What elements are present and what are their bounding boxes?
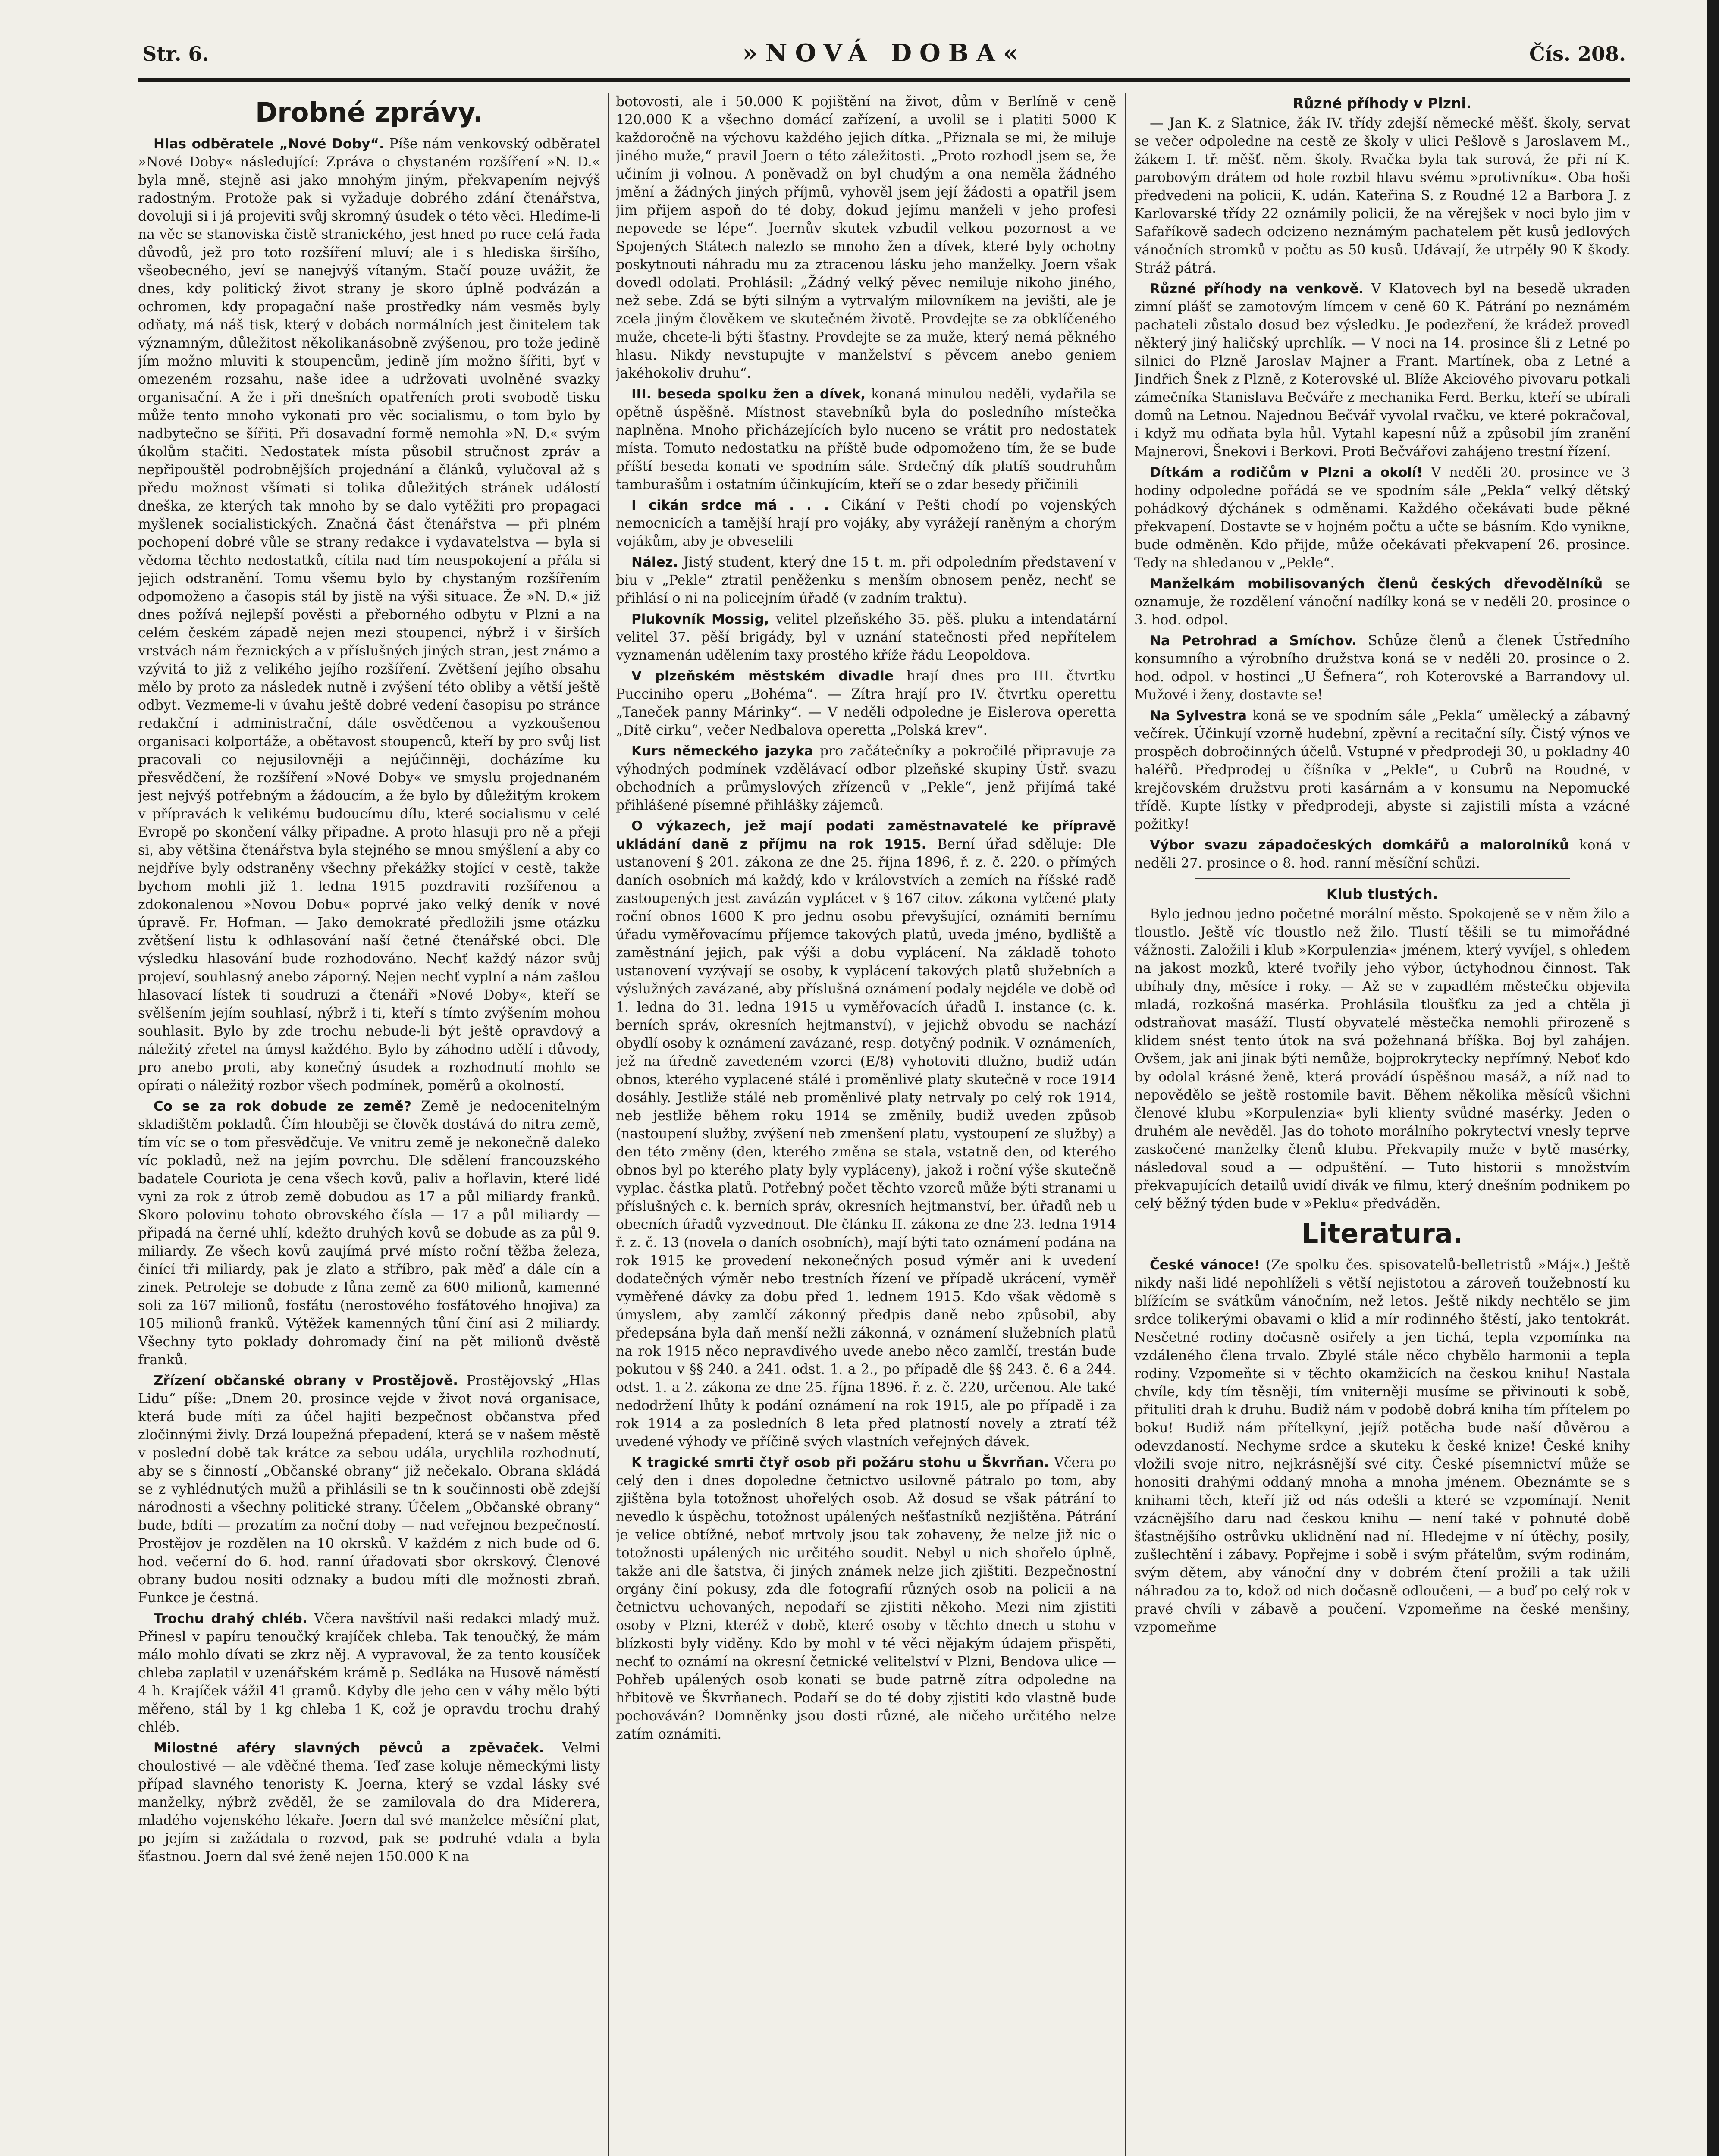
article bbox=[616, 817, 1116, 1451]
article bbox=[616, 667, 1116, 740]
article-lead: Nález. bbox=[631, 555, 678, 570]
article bbox=[616, 610, 1116, 664]
article bbox=[616, 742, 1116, 815]
article bbox=[616, 1454, 1116, 1743]
issue-number: Čís. 208. bbox=[1529, 42, 1626, 66]
article-continuation: botovosti, ale i 50.000 K pojištění na život, dům v Berlíně v ceně 120.000 K a všechno domácí zařízení, a uvolil se i platiti 5000 K každoročně na výchovu každého jejich dítka. „Přiznala se mi, že miluje jiného muže,“ pravil Joern o této záležitosti. „Proto rozhodl jsem se, že učiním ji volnou. A poněvadž on byl chudým a ona neměla žádného jmění a žádných jiných příjmů, vyhověl jsem její žádosti a opatřil jsem jim přijem aspoň do té doby, dokud jejímu manželi v jeho profesi nepovede se lépe“. Joernův skutek vzbudil velkou pozornost a ve Spojených Státech nalezlo se mnoho žen a dívek, které byly ochotny poskytnouti náhradu mu za ztracenou lásku jeho manželky. Joern však dovedl odolati. Prohlásil: „Žádný velký pěvec nemiluje nikoho jiného, než sebe. Zdá se býti silným a vytrvalým milovníkem na jevišti, ale je zcela jiným člověkem ve skutečném životě. Provdejte se za obklíčeného muže, chcete-li býti šťastny. Provdejte se za muže, který nemá pěkného hlasu. Nikdy nevstupujte v manželství s pěvcem anebo geniem jakéhokoliv druhu“. bbox=[616, 94, 1116, 381]
article-text: konaná minulou neděli, vydařila se opětně úspěšně. Místnost stavebníků byla do posledního místečka naplněna. Mnoho přicházejících bylo nuceno se vrátit pro nedostatek místa. Tomuto nedostatku na příště bude odpomoženo tím, že se bude příští beseda konati ve spodním sále. Srdečný dík platíš soudruhům tamburašům i ostatním účinkujícím, kteří se o zdar besedy přičinili bbox=[616, 386, 1116, 492]
article-text: Cikání v Pešti chodí po vojenských nemocnicích a tamější hrají pro vojáky, aby vyrážejí raněným a chorým vojákům, aby je obveselili bbox=[616, 498, 1116, 549]
article bbox=[138, 1372, 600, 1607]
article-lead: Plukovník Mossig, bbox=[631, 611, 769, 627]
article-text: Včera po celý den i dnes dopoledne četnictvo usilovně pátralo po tom, aby zjištěna byla totožnost uhořelých osob. Až dosud se však pátrání to nevedlo k úspěchu, totožnost upálených nešťastníků nezjištěna. Pátrání je velice obtížné, neboť mrtvoly jsou tak zohaveny, že nelze již nic o totožnosti upálených nic určitého soudit. Nebyl u nich shořelo úplně, takže ani dle šatstva, či jiných známek nelze jich zjištiti. Bezpečnostní orgány činí pokusy, zda dle fotografií různých osob na policii a na četnictvu uchovaných, nepodaří se zjistiti někoho. Mezi nim zjistiti osoby v Plzni, kteréž v době, které osoby v těchto dnech u stohu v blízkosti byly viděny. Kdo by mohl v té věci nějakým údajem přispěti, nechť to oznámí na okresní četnické velitelství v Plzni, Bendova ulice — Pohřeb upálených osob konati se bude patrně zítra odpoledne na hřbitově ve Škvrňanech. Podaří se do té doby zjistiti kdo vlastně bude pochováván? Domněnky jsou dosti různé, ale ničeho určitého nelze zatím oznámiti. bbox=[616, 1455, 1116, 1742]
column-separator bbox=[1125, 93, 1126, 2156]
article-lead: Na Petrohrad a Smíchov. bbox=[1150, 633, 1357, 649]
section-title: Drobné zprávy. bbox=[255, 97, 483, 128]
article bbox=[616, 385, 1116, 494]
article-text: hrají dnes pro III. čtvrtku Pucciniho operu „Bohéma“. — Zítra hrají pro IV. čtvrtku operettu „Taneček panny Márinky“. — V neděli odpoledne je Eislerova operetta „Dítě cirku“, večer Nedbalova operetta „Polská krev“. bbox=[616, 668, 1116, 738]
article-lead: Zřízení občanské obrany v Prostějově. bbox=[154, 1373, 458, 1388]
article-text: Berní úřad sděluje: Dle ustanovení § 201. zákona ze dne 25. října 1896, ř. z. č. 220. o přímých daních osobních má každý, kdo v královstvích a zemích na říšské radě zastoupených jest zavázán vyplácet v § 167 citov. zákona vytčené platy roční obnos 1600 K pro jednu osobu převyšující, oznámiti bernímu úřadu vyměřovacímu příjemce takových platů, uveda jméno, bydliště a zaměstnání jejich, pak výši a dobu vyplácení. Na základě tohoto ustanovení vyzývají se osoby, k vyplácení takových platů služebních a výslužných zavázané, aby příslušná oznámení podaly nejdéle ve době od 1. ledna do 31. ledna 1915 u vyměřovacích úřadů I. instance (c. k. berních správ, okresních hejtmanství), v jejichž obvodu se nachází obydlí osoby k oznámení zavázané, resp. dotyčný podnik. V oznámeních, jež na úředně zavedeném vzorci (E/8) vyhotoviti dlužno, budiž udán obnos, kterého vyplacené stálé i proměnlivé platy skutečně v roce 1914 dosáhly. Jestliže stálé neb proměnlivé platy netrvaly po celý rok 1914, neb jestliže během roku 1914 se změnily, budiž uveden způsob (nastoupení služby, zvýšení neb zmenšení platu, vystoupení ze služby) a den této změny (den, kterého změna se stala, vstatně den, od kterého obnos byl po kterého platy byly vypláceny), jakož i roční výše skutečně vyplac. částka platů. Potřebný počet těchto vzorců může býti stranami u příslušných c. k. berních správ, okresních hejtmanství, ber. úřadů neb u obecních úřadů vyzvednout. Dle článku II. zákona ze dne 23. ledna 1914 ř. z. č. 13 (novela o daních osobních), mají býti tato oznámení podána na rok 1915 ke provedení nekonečných posud výměr ani k uvedení dodatečných výměr nebo trestních řízení ve případě ukrácení, vyměř vyměřené dávky za dobu před 1. lednem 1915. Kdo však vědomě s úmyslem, aby zamlčí zákonný předpis daně nebo způsobil, aby předepsána byla daň menší nežli zákonná, v oznámení služebních platů na rok 1915 něco nepravdivého uvede anebo něco zamlčí, trestán bude pokutou v §§ 240. a 241. odst. 1. a 2., po případě dle §§ 243. č. 6 a 244. odst. 1. a 2. zákona ze dne 25. října 1896. ř. z. č. 220, určenou. Ale také nedodržení lhůty k podání oznámení na rok 1915, ale po případě i za rok 1914 a za posledních 8 leta před platností novely a ztratí též uvedené výhody ve příčině svých vlastních veřejných dávek. bbox=[616, 837, 1116, 1450]
paper-name: »NOVÁ DOBA« bbox=[742, 39, 1026, 67]
article bbox=[616, 496, 1116, 551]
article bbox=[1134, 836, 1630, 872]
column-middle bbox=[616, 93, 1116, 2156]
article-lead: I cikán srdce má . . . bbox=[631, 498, 829, 513]
article-text: V neděli 20. prosince ve 3 hodiny odpoledne pořádá se ve spodním sále „Pekla“ velký dětský pohádkový dýchánek s odměnami. Každého očekávati bude pěkné překvapení. Dostavte se v hojném počtu a učte se básním. Kdo vynikne, bude odměněn. Kdo přijde, může očekávati překvapení 26. prosince. Tedy na shledanou v „Pekle“. bbox=[1134, 465, 1630, 571]
article-text: Prostějovský „Hlas Lidu“ píše: „Dnem 20. prosince vejde v život nová organisace, která bude míti za účel hajiti bezpečnost občanstva před zločinnými živly. Drzá loupežná přepadení, která se v našem městě v poslední době tak krátce za sebou udála, urychlila rozhodnutí, aby se s činností „Občanské obrany“ již nečekalo. Obrana skládá se z vyhlédnutých mužů a přihlásili se tn k součinnosti obě zdejší národnosti a všechny politické strany. Účelem „Občanské obrany“ bude, bdíti — prozatím za noční doby — nad veřejnou bezpečností. Prostějov je rozdělen na 10 okrsků. V každém z nich bude od 6. hod. večerní do 6. hod. ranní úřadovati sbor okrskový. Členové obrany budou nositi odznaky a budou míti dle možnosti zbraň. Funkce je čestná. bbox=[138, 1373, 600, 1606]
article-lead: České vánoce! bbox=[1150, 1257, 1260, 1273]
column-left bbox=[138, 93, 600, 2156]
article-lead: Kurs německého jazyka bbox=[631, 743, 813, 759]
article-lead: Dítkám a rodičům v Plzni a okolí! bbox=[1150, 465, 1423, 480]
article-text: Včera navštívil naši redakci mladý muž. Přinesl v papíru tenoučký krajíček chleba. Tak tenoučký, že mám málo mohlo dívati se zkrz něj. A vypravoval, že za tento kousíček chleba zaplatil v uzenářském krámě p. Sedláka na Husově náměstí 4 h. Krajíček vážil 41 gramů. Kdyby dle jeho cen v váhy mělo býti měřeno, stál by 1 kg chleba 1 K, což je opravdu trochu drahý chléb. bbox=[138, 1611, 600, 1735]
article-lead: V plzeňském městském divadle bbox=[631, 668, 894, 684]
article bbox=[1134, 1256, 1630, 1636]
article-lead: Výbor svazu západočeských domkářů a malorolníků bbox=[1150, 837, 1569, 853]
article-lead: O výkazech, jež mají podati zaměstnavatelé ke přípravě ukládání daně z příjmu na rok 1915. bbox=[616, 818, 1116, 852]
feuilleton-heading: Klub tlustých. bbox=[1326, 886, 1438, 903]
article bbox=[138, 1097, 600, 1369]
article-text: Schůze členů a členek Ústředního konsumního a výrobního družstva koná se v neděli 20. prosince o 2. hod. odpol. v hostinci „U Šefnera“, roh Koterovské a Barrandovy ul. Mužové i ženy, dostavte se! bbox=[1134, 633, 1630, 703]
article-text: koná se ve spodním sále „Pekla“ umělecký a zábavný večírek. Účinkují vzorně hudební, zpěvní a recitační síly. Čistý výnos ve prospěch dobročinných účelů. Vstupné v předprodeji 30, u pokladny 40 haléřů. Předprodej u číšníka v „Pekle“, u Cubrů na Roudné, v krejčovském družstvu proti kasárnám a v konsumu na Nepomucké třídě. Kupte lístky v předprodeji, abyste si zajistili místa a vzácné požitky! bbox=[1134, 708, 1630, 832]
section-divider bbox=[1195, 878, 1570, 879]
article bbox=[616, 553, 1116, 608]
article-lead: Hlas odběratele „Nové Doby“. bbox=[154, 136, 384, 152]
article bbox=[1134, 280, 1630, 461]
masthead-rule bbox=[138, 78, 1630, 82]
article-lead: Milostné aféry slavných pěvců a zpěvaček. bbox=[154, 1740, 544, 1756]
article-text: — Jan K. z Slatnice, žák IV. třídy zdejší německé měšť. školy, servat se večer odpoledne na cestě ze školy v ulici Pešlově s Jaroslavem M., žákem I. tř. měšť. něm. školy. Rvačka byla tak surová, že při ní K. parobovým drátem od hole rozbil hlavu svému »protivníku«. Oba hoši předvedeni na policii, K. udán. Kateřina S. z Roudné 12 a Barbora J. z Karlovarské třídy 22 oznámily policii, že na věrejšek v noci bylo jim v Safaříkově sadech odcizeno neznámým pachatelem pět kusů jedlových vánočních stromků v počtu as 50 kusů. Udávají, že utrpěly 90 K škody. Stráž pátrá. bbox=[1134, 116, 1630, 276]
article bbox=[1134, 575, 1630, 629]
article-text: pro začátečníky a pokročilé připravuje za výhodných podmínek vzdělávací odbor plzeňské skupiny Ústř. svazu obchodních a průmyslových zřízenců v „Pekle“, jenž přijímá také přihlášené písemné přihlášky zájemců. bbox=[616, 743, 1116, 813]
literature-title: Literatura. bbox=[1301, 1218, 1463, 1249]
article bbox=[138, 1610, 600, 1736]
article-lead: Různé příhody na venkově. bbox=[1150, 281, 1364, 297]
page-number: Str. 6. bbox=[142, 42, 209, 66]
column-separator bbox=[608, 93, 609, 2156]
article-lead: Na Sylvestra bbox=[1150, 708, 1247, 724]
article bbox=[138, 135, 600, 1095]
article-text: Píše nám venkovský odběratel »Nové Doby« následující: Zpráva o chystaném rozšíření »N. D.« byla mně, stejně asi jako mnohým jiným, překvapením nejvýš radostným. Protože pak si vyžaduje dobrého zdání čtenářstva, dovoluji si i já projeviti svůj skromný úsudek o této věci. Hledíme-li na věc se stanoviska čistě stranického, jest hned po ruce celá řada důvodů, jež pro toto rozšíření mluví; ale i s hlediska širšího, všeobecného, jeví se nanejvýš vítaným. Stačí pouze uvážit, že dnes, kdy politický život strany je skoro úplně podvázán a ochromen, kdy propagační naše prostředky nám vesměs byly odňaty, má náš tisk, který v dobách normálních jest činitelem tak významným, důležitost několikanásobně zvýšenou, pro tože jedině jím možno mluviti k stoupencům, jedině jím možno šířiti, byť v omezeném rozsahu, naše idee a udržovati uvolněné svazky organisační. A že i při dnešních opatřeních proti svobodě tisku může tento mnoho vykonati pro věc socialismu, o tom bylo by nadbytečno se šířiti. Při dosavadní formě nemohla »N. D.« svým úkolům stačiti. Nedostatek místa působil stručnost zpráv a nepřipouštěl podrobnějších projednání a článků, vylučoval až s předu možnost všímati si tolika důležitých stránek událostí dneška, ze kterých tak mnoho by se dalo vytěžiti pro propagaci myšlenek socialistických. Značná část čtenářstva — při plném pochopení dobré vůle se strany redakce i vydavatelstva — byla si vědoma těchto nedostatků, cítila nad tím neuspokojení a přála si jejich odstranění. Tomu všemu bylo by chystaným rozšířením odpomoženo a časopis stál by jistě na výši situace. Že »N. D.« již dnes požívá nejlepší pověsti a přeborného odbytu v Plzni a na celém českém západě nejen mezi stoupenci, nýbrž i v širších vrstvách nám řeznických a v příslušných jiných stran, jest známo a vzývitá to již z velikého jejího rozšíření. Zvětšení jejího obsahu mělo by proto za následek nutně i zvýšení této obliby a větší ještě odbyt. Vezmeme-li v úvahu ještě dobré vedení časopisu po stránce redakční i administrační, dále osvědčenou a vyzkoušenou organisaci kolportáže, a obětavost stoupenců, kteří by pro svůj list pracovali co nejusilovněji a nejúčinněji, docházíme ku přesvědčení, že rozšíření »Nové Doby« ve smyslu projednaném jest nejvýš potřebným a žádoucím, a že bylo by důležitým krokem v přípravách k velikému budoucímu dílu, které socialismu v celé Evropě po skončení války připadne. A proto hlasuji pro ně a přeji si, aby většina čtenářstva byla stejného se mnou smýšlení a aby co nejdříve byly odstraněny všechny překážky stojící v cestě, takže bychom mohli již 1. ledna 1915 pozdraviti rozšířenou a zdokonalenou »Novou Dobu« poprvé jako velký deník v nové úpravě. Fr. Hofman. — Jako demokraté předložili jsme otázku zvětšení listu k odhlasování naší četné čtenářské obci. Dle výsledku hlasování bude rozhodováno. Nechť každý názor svůj projeví, souhlasný anebo záporný. Nejen nechť vyplní a nám zašlou hlasovací lístek ti soudruzi a čtenáři »Nové Doby«, kteří se svělšením jejím souhlasí, nýbrž i ti, kteří s tímto zvýšením mohou souhlasit. Bylo by zde trochu nebude-li být ještě opravdový a náležitý zřetel na úmysl každého. Bylo by záhodno udělí i důvody, pro anebo proti, aby konečný úsudek a rozhodnutí mohlo se opírati o náležitý rozbor všech podmínek, poměrů a okolností. bbox=[138, 136, 600, 1094]
article-lead: Trochu drahý chléb. bbox=[154, 1611, 307, 1626]
article-text: V Klatovech byl na besedě ukraden zimní plášť se zamotovým límcem v ceně 60 K. Pátrání po neznámém pachateli zůstalo dosud bez výsledku. Je podezření, že krádež provedl některý jiný haličský uprchlík. — V noci na 14. prosince šli z Letné po silnici do Plzně Jaroslav Majner a Frant. Martínek, oba z Letné a Jindřich Šnek z Plzně, z Koterovské ul. Blíže Akciového pivovaru potkali zámečníka Stanislava Bečváře z mechanika Ferd. Berku, kteří se ubírali domů na Letnou. Najednou Bečvář vyvolal rvačku, ve které pokračoval, i když mu odňata byla hůl. Vytahl kapesní nůž a způsobil jím zranění Majnerovi, Šnekovi i Berkovi. Proti Bečvářovi zahájeno trestní řízení. bbox=[1134, 281, 1630, 460]
article bbox=[138, 1739, 600, 1866]
article-text: velitel plzeňského 35. pěš. pluku a intendatární velitel 37. pěší brigády, byl v uznání statečnosti před nepřítelem vyznamenán udělením taxy prostého kříže řádu Leopoldova. bbox=[616, 611, 1116, 663]
article-lead: Manželkám mobilisovaných členů českých dřevodělníků bbox=[1150, 576, 1603, 592]
article-heading: Různé příhody v Plzni. bbox=[1292, 95, 1472, 112]
article-text: Země je nedocenitelným skladištěm pokladů. Čím hlouběji se člověk dostává do nitra země, tím víc se o tom přesvědčuje. Ve vnitru země je nekonečně daleko víc pokladů, než na jejím povrchu. Dle sdělení francouzského badatele Couriota je cena všech kovů, paliv a hořlavin, které lidé vyni za rok z útrob země dobudou as 17 a půl miliardy franků. Skoro polovinu tohoto obrovského čísla — 17 a půl miliardy — připadá na černé uhlí, kdežto druhých kovů se dobude as za půl 9. miliardy. Ze všech kovů zaujímá prvé místo roční těžba železa, činící tři miliardy, pak je zlato a stříbro, pak měď a dále cín a zinek. Petroleje se dobude z lůna země za 600 milionů, kamenné soli za 167 milionů, fosfátu (nerostového fosfátového hnojiva) za 105 milionů franků. Výtěžek kamenných tůní činí asi 2 miliardy. Všechny tyto poklady dohromady činí na pět milionů dvěstě franků. bbox=[138, 1099, 600, 1368]
article bbox=[1134, 707, 1630, 834]
article-text: Velmi choulostivé — ale vděčné thema. Teď zase koluje německými listy případ slavného tenoristy K. Joerna, který se vzdal lásky své manželky, nýbrž zvěděl, že se zamilovala do dra Miderera, mladého vojenského lékaře. Joern dal své manželce měsíční plat, po jejím si zažádala o rozvod, pak se podruhé vdala a byla šťastnou. Joern dal své ženě nejen 150.000 K na bbox=[138, 1740, 600, 1865]
article-text: koná v neděli 27. prosince o 8. hod. ranní měsíční schůzi. bbox=[1134, 837, 1630, 871]
article bbox=[1134, 464, 1630, 572]
article-text: (Ze spolku čes. spisovatelů-belletristů »Máj«.) Ještě nikdy naši lidé nepohlíželi s větší nejistotou a zároveň toužebností ku blížícím se svátkům vánočním, než letos. Ještě nikdy nechtělo se jim srdce tolikerými obavami o klid a mír rodinného štěstí, jako tentokrát. Nesčetné rodiny dočasně osiřely a jen tichá, tepla vzpomínka na vzdáleného člena trvalo. Zbylé stále něco chybělo harmonii a tepla rodiny. Vzpomeňte si v těchto okamžicích na českou knihu! Nastala chvíle, kdy tím těsněji, tím vniterněji musíme se přivinouti k sobě, přituliti drah k druhu. Budiž nám v podobě dobrá kniha tím přítelem po boku! Budiž nám přítelkyní, jejíž potěcha bude naší důvěrou a odevzdaností. Nechyme srdce a skuteku k české knize! České knihy vložili svoje nitro, nejkrásnější své city. České písemnictví může se honositi drahými oddaný mnoha a mnoha jménem. Obeznámte se s knihami těch, kteří již od nás odešli a které se vzpomínají. Nenit vzácnějšího daru nad českou knihu — není také v pohnuté době šťastnějšího ostrůvku uklidnění nad ní. Hledejme v ní útěchy, posily, zušlechtění i zábavy. Popřejme i sobě i svým přátelům, svým rodinám, svým dětem, aby vánoční dny v dobrém čtení prožili a tak užili náhradou za to, kdož od nich dočasně odloučeni, — a buď po celý rok v pravé chvíli v zábavě a poučení. Vzpomeňme na české menšiny, vzpomeňme bbox=[1134, 1257, 1630, 1635]
column-right bbox=[1134, 93, 1630, 2156]
scan-edge bbox=[1707, 0, 1719, 2156]
article-text: Jistý student, který dne 15 t. m. při odpoledním představení v biu v „Pekle“ ztratil peněženku s menším obnosem peněz, nechť se přihlásí o ni na policejním úřadě (v zadním traktu). bbox=[616, 555, 1116, 606]
article-lead: K tragické smrti čtyř osob při požáru stohu u Škvrňan. bbox=[631, 1455, 1049, 1470]
article-lead: Co se za rok dobude ze země? bbox=[154, 1099, 411, 1114]
article bbox=[1134, 632, 1630, 704]
masthead bbox=[142, 30, 1626, 78]
article-lead: III. beseda spolku žen a dívek, bbox=[631, 386, 866, 402]
feuilleton-text: Bylo jednou jedno početné morální město. Spokojeně se v něm žilo a tloustlo. Ještě víc tloustlo než žilo. Tlustí těšili se tu mimořádné vážnosti. Založili i klub »Korpulenzia« jménem, který vyvíjel, s ohledem na jakost mozků, které tvořily jeho výbor, úctyhodnou činnost. Tak ubíhaly dny, měsíce i roky. — Až se v zapadlém městečku objevila mladá, rozkošná masérka. Prohlásila tloušťku za jed a chtěla ji odstraňovat masáží. Tlustí obyvatelé městečka nemohli přirozeně s klidem snést tento útok na svá požehnaná bříška. Boj byl zahájen. Ovšem, jak ani jinak býti nemůže, bojprokrytecky nepřímný. Neboť kdo by odolal krásné ženě, která provádí úspěšnou masáž, a níž nad to nepovědělo se ještě rostomile bavit. Během několika měsíců všichni členové klubu »Korpulenzia« byli klienty svůdné masérky. Jeden o druhém ale nevěděl. Jas do tohoto morálního pokrytectví vnesly teprve zaskočené manželky členů klubu. Překvapily muže v bytě masérky, následoval soud a — odpuštění. — Tuto historii s množstvím překvapujících detailů uvidí divák ve filmu, který dnešním podnikem po celý běžný týden bude v »Peklu« předváděn. bbox=[1134, 906, 1630, 1212]
article-text: se oznamuje, že rozdělení vánoční nadílky koná se v neděli 20. prosince o 3. hod. odpol. bbox=[1134, 576, 1630, 628]
